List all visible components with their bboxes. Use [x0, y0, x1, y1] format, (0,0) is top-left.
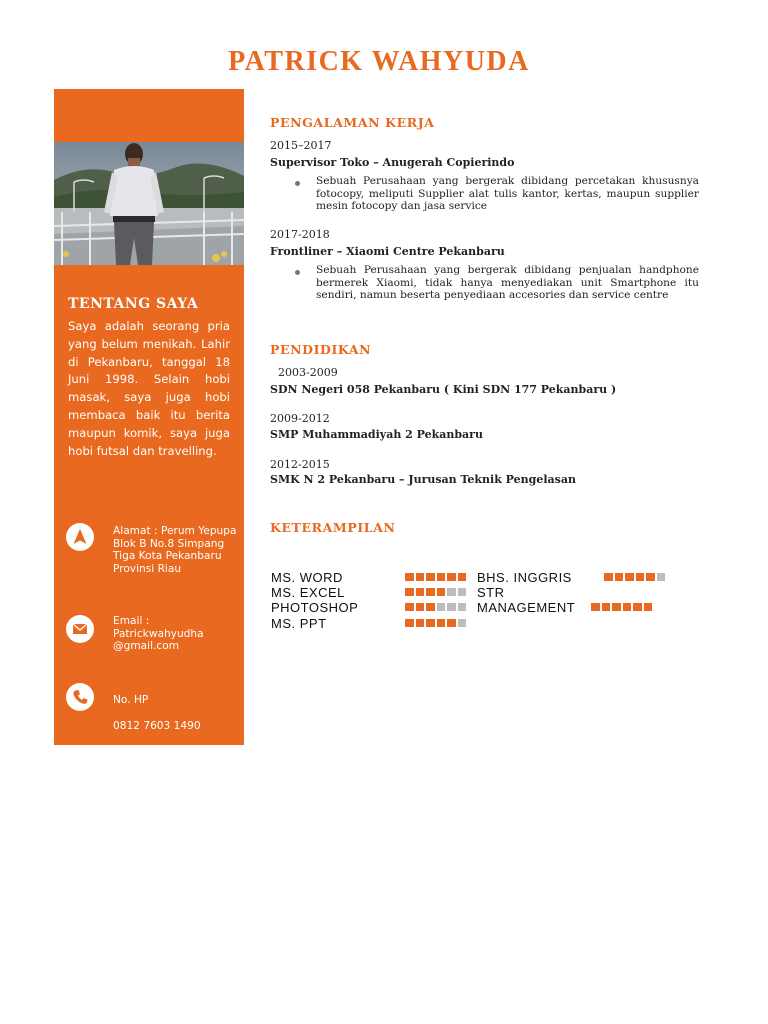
skill-block-filled	[615, 573, 624, 581]
education-period: 2003-2009	[278, 366, 338, 379]
skill-block-filled	[405, 603, 414, 611]
experience-title: PENGALAMAN KERJA	[270, 115, 435, 130]
skill-level-bar	[405, 619, 466, 627]
skill-block-filled	[612, 603, 621, 611]
skill-block-filled	[623, 603, 632, 611]
experience-role: Frontliner – Xiaomi Centre Pekanbaru	[270, 245, 505, 258]
experience-period: 2017-2018	[270, 228, 330, 241]
email-value: Patrickwahyudha @gmail.com	[113, 627, 204, 653]
skill-block-filled	[416, 619, 425, 627]
skill-block-filled	[644, 603, 653, 611]
envelope-icon	[66, 615, 94, 643]
skill-name: STR	[477, 585, 505, 600]
skill-block-filled	[633, 603, 642, 611]
skill-level-bar	[405, 588, 466, 596]
skill-block-filled	[426, 619, 435, 627]
skill-block-filled	[416, 588, 425, 596]
bullet-icon	[295, 270, 300, 275]
skill-name: MS. WORD	[271, 570, 343, 585]
phone-value: 0812 7603 1490	[113, 720, 201, 732]
email-block	[113, 615, 238, 653]
location-arrow-icon	[66, 523, 94, 551]
skill-block-filled	[636, 573, 645, 581]
education-period: 2012-2015	[270, 458, 330, 471]
address-text: Alamat : Perum Yepupa Blok B No.8 Simpang Tiga Kota Pekanbaru Provinsi Riau	[113, 525, 237, 575]
skill-block-filled	[416, 603, 425, 611]
skill-block-filled	[426, 588, 435, 596]
experience-description: Sebuah Perusahaan yang bergerak dibidang penjualan handphone bermerek Xiaomi, tidak hanya menyediakan unit Smartphone itu sendiri, namun beserta penyediaan accesories dan service centre	[316, 264, 699, 302]
skill-block-filled	[458, 573, 467, 581]
skill-name: MS. EXCEL	[271, 585, 345, 600]
skill-block-filled	[416, 573, 425, 581]
sidebar	[54, 89, 244, 745]
education-period: 2009-2012	[270, 412, 330, 425]
skill-name: MS. PPT	[271, 616, 327, 631]
skill-block-filled	[437, 573, 446, 581]
skills-title: KETERAMPILAN	[270, 520, 396, 535]
email-label: Email :	[113, 615, 150, 627]
experience-description: Sebuah Perusahaan yang bergerak dibidang percetakan khususnya fotocopy, meliputi Supplier alat tulis kantor, kertas, maupun supplier mesin fotocopy dan jasa service	[316, 175, 699, 213]
skill-block-empty	[447, 588, 456, 596]
about-text: Saya adalah seorang pria yang belum menikah. Lahir di Pekanbaru, tanggal 18 Juni 1998. Selain hobi masak, saya juga hobi membaca baik itu berita maupun komik, saya juga hobi futsal dan travelling.	[68, 319, 230, 458]
skill-name: PHOTOSHOP	[271, 600, 359, 615]
skill-name: BHS. INGGRIS	[477, 570, 572, 585]
education-school: SMK N 2 Pekanbaru – Jurusan Teknik Pengelasan	[270, 473, 576, 486]
candidate-name: PATRICK WAHYUDA	[228, 46, 530, 77]
skill-block-filled	[426, 603, 435, 611]
skill-block-empty	[657, 573, 666, 581]
skill-block-filled	[437, 588, 446, 596]
skill-block-empty	[437, 603, 446, 611]
skill-block-filled	[437, 619, 446, 627]
phone-label: No. HP	[113, 694, 149, 706]
experience-period: 2015–2017	[270, 139, 332, 152]
skill-block-empty	[458, 603, 467, 611]
skill-level-bar	[405, 573, 466, 581]
skill-block-filled	[604, 573, 613, 581]
skill-block-filled	[426, 573, 435, 581]
skill-block-filled	[447, 619, 456, 627]
education-school: SDN Negeri 058 Pekanbaru ( Kini SDN 177 Pekanbaru )	[270, 383, 617, 396]
skill-name: MANAGEMENT	[477, 600, 576, 615]
skill-block-filled	[625, 573, 634, 581]
phone-icon	[66, 683, 94, 711]
skill-block-filled	[405, 573, 414, 581]
skill-block-filled	[591, 603, 600, 611]
skill-block-empty	[458, 588, 467, 596]
profile-photo	[54, 142, 244, 265]
skill-block-filled	[646, 573, 655, 581]
education-school: SMP Muhammadiyah 2 Pekanbaru	[270, 428, 483, 441]
skill-level-bar	[405, 603, 466, 611]
education-title: PENDIDIKAN	[270, 342, 372, 357]
skill-block-filled	[405, 588, 414, 596]
bullet-icon	[295, 181, 300, 186]
skill-block-empty	[458, 619, 467, 627]
skill-block-filled	[447, 573, 456, 581]
skill-level-bar	[604, 573, 665, 581]
skill-block-filled	[405, 619, 414, 627]
skill-block-filled	[602, 603, 611, 611]
skill-level-bar	[591, 603, 652, 611]
experience-role: Supervisor Toko – Anugerah Copierindo	[270, 156, 515, 169]
about-title: TENTANG SAYA	[68, 296, 199, 312]
skill-block-empty	[447, 603, 456, 611]
